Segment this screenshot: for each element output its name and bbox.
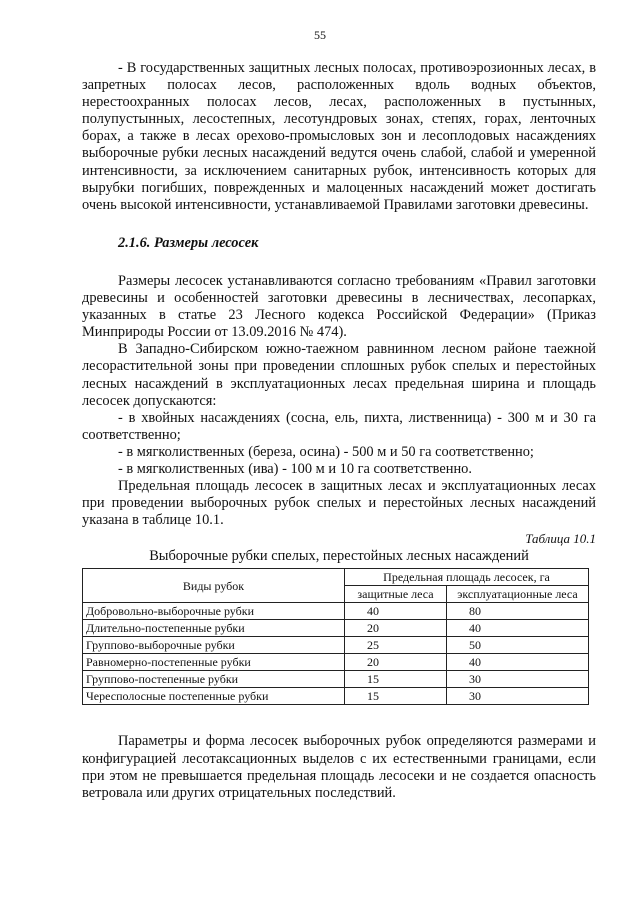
page-number: 55	[314, 28, 326, 42]
cell-cut-type: Чересполосные постепенные рубки	[83, 688, 345, 705]
cell-protective: 20	[345, 620, 447, 637]
paragraph-cutting-area-rules: Размеры лесосек устанавливаются согласно требованиям «Правил заготовки древесины и особенностей заготовки древесины в лесничествах, лесопарках, указанных в статье 23 Лесного кодекса Российской Федерации» (Приказ Минприроды России от 13.09.2016 № 474).	[82, 272, 596, 341]
cell-cut-type: Добровольно-выборочные рубки	[83, 603, 345, 620]
table-title: Выборочные рубки спелых, перестойных лесных насаждений	[149, 548, 529, 565]
cutting-area-table	[82, 568, 589, 705]
paragraph-protective-forests: - В государственных защитных лесных полосах, противоэрозионных лесах, в запретных полосах лесов, расположенных вдоль водных объектов, нерестоохранных полосах лесов, лесах, расположенных в пустынных, полупустынных, лесостепных, лесотундровых зонах, степях, горах, ленточных борах, а также в лесах орехово-промысловых зон и лесоплодовых насаждениях выборочные рубки лесных насаждений ведутся очень слабой, слабой и умеренной интенсивности, за исключением санитарных рубок, интенсивность которых для вырубки погибших, поврежденных и малоценных насаждений может достигать очень высокой интенсивности, устанавливаемой Правилами заготовки древесины.	[82, 60, 596, 213]
table-row	[83, 637, 589, 654]
header-cut-types: Виды рубок	[83, 569, 345, 603]
cell-cut-type: Группово-выборочные рубки	[83, 637, 345, 654]
header-exploitation: эксплуатационные леса	[447, 586, 589, 603]
cell-cut-type: Длительно-постепенные рубки	[83, 620, 345, 637]
cell-cut-type: Группово-постепенные рубки	[83, 671, 345, 688]
table-row	[83, 688, 589, 705]
table-label: Таблица 10.1	[525, 531, 596, 547]
cell-cut-type: Равномерно-постепенные рубки	[83, 654, 345, 671]
bullet-softwood-willow: - в мягколиственных (ива) - 100 м и 10 га соответственно.	[118, 460, 472, 477]
section-heading: 2.1.6. Размеры лесосек	[118, 234, 259, 251]
cell-protective: 20	[345, 654, 447, 671]
cell-protective: 25	[345, 637, 447, 654]
page-content	[82, 60, 596, 802]
cell-exploitation: 40	[447, 654, 589, 671]
header-max-area: Предельная площадь лесосек, га	[345, 569, 589, 586]
table-row	[83, 654, 589, 671]
cell-exploitation: 30	[447, 671, 589, 688]
table-row	[83, 671, 589, 688]
bullet-softwood-birch: - в мягколиственных (береза, осина) - 500 м и 50 га соответственно;	[118, 443, 534, 460]
cell-protective: 15	[345, 688, 447, 705]
cell-protective: 40	[345, 603, 447, 620]
cell-exploitation: 30	[447, 688, 589, 705]
paragraph-cutting-area-parameters: Параметры и форма лесосек выборочных рубок определяются размерами и конфигурацией лесотаксационных выделов с их естественными границами, если при этом не превышается предельная площадь лесосеки и не создается опасность ветровала или других отрицательных последствий.	[82, 733, 596, 801]
paragraph-west-siberian-region: В Западно-Сибирском южно-таежном равнинном лесном районе таежной лесорастительной зоны при проведении сплошных рубок спелых и перестойных лесных насаждений в эксплуатационных лесах предельная ширина и площадь лесосек допускаются:	[82, 341, 596, 409]
table-row	[83, 603, 589, 620]
table-row	[83, 620, 589, 637]
cell-exploitation: 80	[447, 603, 589, 620]
cell-exploitation: 40	[447, 620, 589, 637]
table-header-row	[83, 569, 589, 586]
bullet-coniferous: - в хвойных насаждениях (сосна, ель, пихта, лиственница) - 300 м и 30 га соответственно;	[82, 409, 596, 443]
cell-exploitation: 50	[447, 637, 589, 654]
header-protective: защитные леса	[345, 586, 447, 603]
cell-protective: 15	[345, 671, 447, 688]
paragraph-table-reference: Предельная площадь лесосек в защитных лесах и эксплуатационных лесах при проведении выборочных рубок спелых и перестойных лесных насаждений указана в таблице 10.1.	[82, 478, 596, 529]
